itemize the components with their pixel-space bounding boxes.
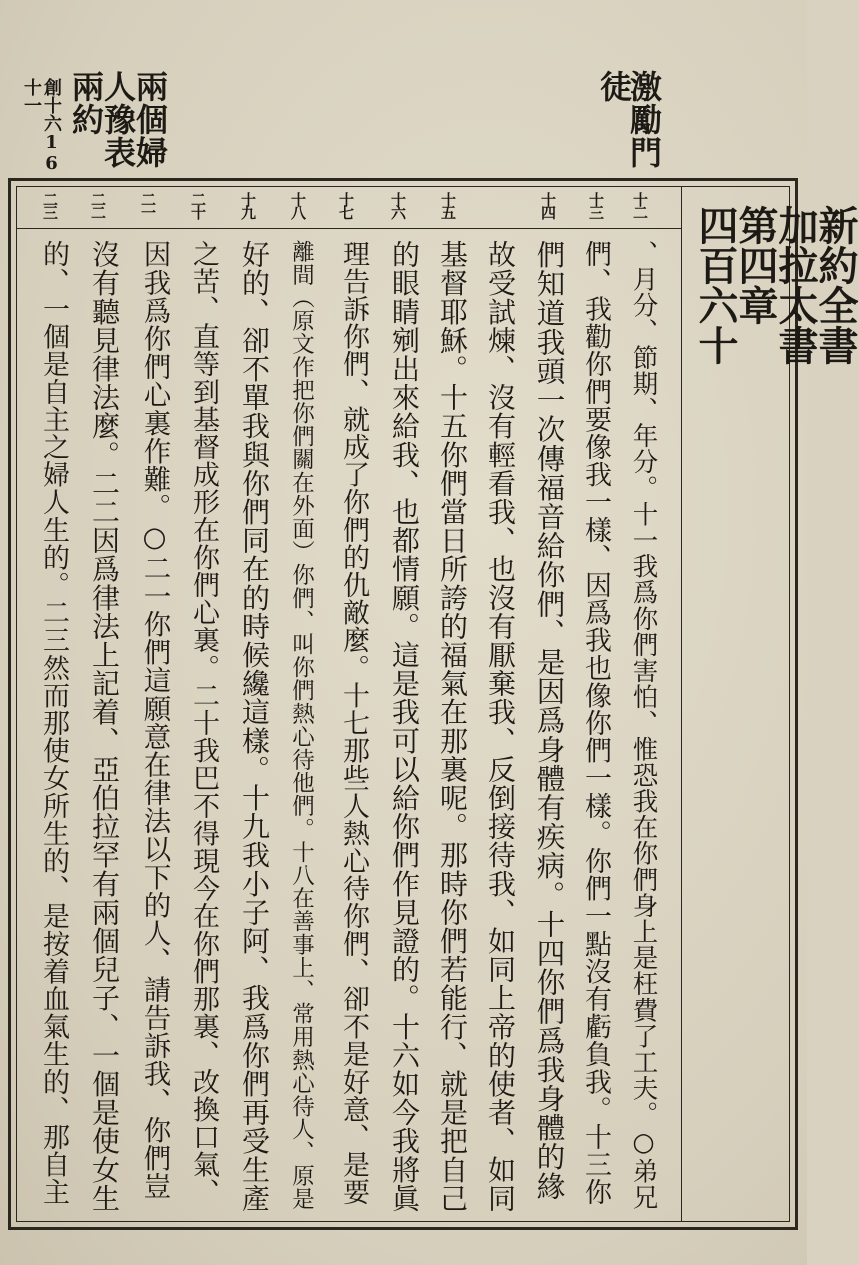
verse-marker: 二三 — [41, 192, 59, 218]
running-head — [692, 205, 859, 365]
verse-marker: 十三 — [587, 192, 605, 218]
verse-marker: 二一 — [139, 192, 157, 218]
text-column: 的眼睛剜出來給我、也都情願。這是我可以給你們作見證的。十六如今我將眞 — [388, 240, 421, 1213]
text-column: 好的、卻不單我與你們同在的時候纔這樣。十九我小子阿、我爲你們再受生產 — [238, 240, 271, 1213]
text-column: 的、一個是自主之婦人生的。二三然而那使女所生的、是按着血氣生的、那自主 — [38, 240, 69, 1206]
verse-marker: 十四 — [539, 192, 557, 218]
verse-marker: 十七 — [337, 192, 355, 218]
text-column: 們、我勸你們要像我一樣、因爲我也像你們一樣。你們一點沒有虧負我。十三你 — [580, 240, 611, 1206]
verse-marker: 十六 — [389, 192, 407, 218]
margin-note-left-3: 兩約 — [67, 70, 105, 136]
text-column: 之苦、直等到基督成形在你們心裏。二十我巴不得現今在你們那裏、改換口氣、 — [188, 240, 219, 1206]
text-column: 離間（原文作把你們關在外面）你們、叫你們熱心待他們。十八在善事上、常用熱心待人、原是 — [288, 240, 315, 1211]
text-column: 、月分、節期、年分。十一我爲你們害怕、惟恐我在你們身上是枉費了工夫。○弟兄 — [628, 240, 659, 1211]
running-head-chapter: 第四章 — [732, 205, 779, 325]
verse-marker: 二十 — [189, 192, 207, 218]
verse-marker: 二二 — [89, 192, 107, 218]
margin-cite-ref: 創十六16 — [41, 78, 62, 174]
verse-marker: 十五 — [439, 192, 457, 218]
margin-note-left-1: 兩個婦 — [131, 70, 169, 169]
margin-note-right-2: 徒 — [595, 70, 633, 103]
text-column: 理告訴你們、就成了你們的仇敵麼。十七那些人熱心待你們、卻不是好意、是要 — [338, 240, 369, 1206]
text-column: 沒有聽見律法麼。二二因爲律法上記着、亞伯拉罕有兩個兒子、一個是使女生 — [88, 240, 121, 1213]
margin-note-right-1: 激勵門 — [625, 70, 663, 169]
running-head-title: 加拉太書 — [772, 205, 819, 365]
verse-marker: 十二 — [631, 192, 649, 218]
text-column: 們知道我頭一次傳福音給你們、是因爲身體有疾病。十四你們爲我身體的緣 — [532, 240, 566, 1201]
verse-marker: 十九 — [239, 192, 257, 218]
margin-note-left-2: 人豫表 — [99, 70, 137, 169]
text-column: 基督耶穌。十五你們當日所誇的福氣在那裏呢。那時你們若能行、就是把自己 — [436, 240, 469, 1213]
verse-marker: 十八 — [289, 192, 307, 218]
text-column: 故受試煉、沒有輕看我、也沒有厭棄我、反倒接待我、如同上帝的使者、如同 — [484, 240, 517, 1213]
running-head-page: 四百六十 — [692, 205, 739, 365]
verse-number-rule — [16, 228, 681, 229]
margin-cite-ref2: 十一 — [21, 78, 42, 114]
running-head-rule — [681, 186, 682, 1222]
text-column: 因我爲你們心裏作難。○二一你們這願意在律法以下的人、請告訴我、你們豈 — [138, 240, 171, 1200]
running-head-book: 新約全書 — [812, 205, 859, 365]
